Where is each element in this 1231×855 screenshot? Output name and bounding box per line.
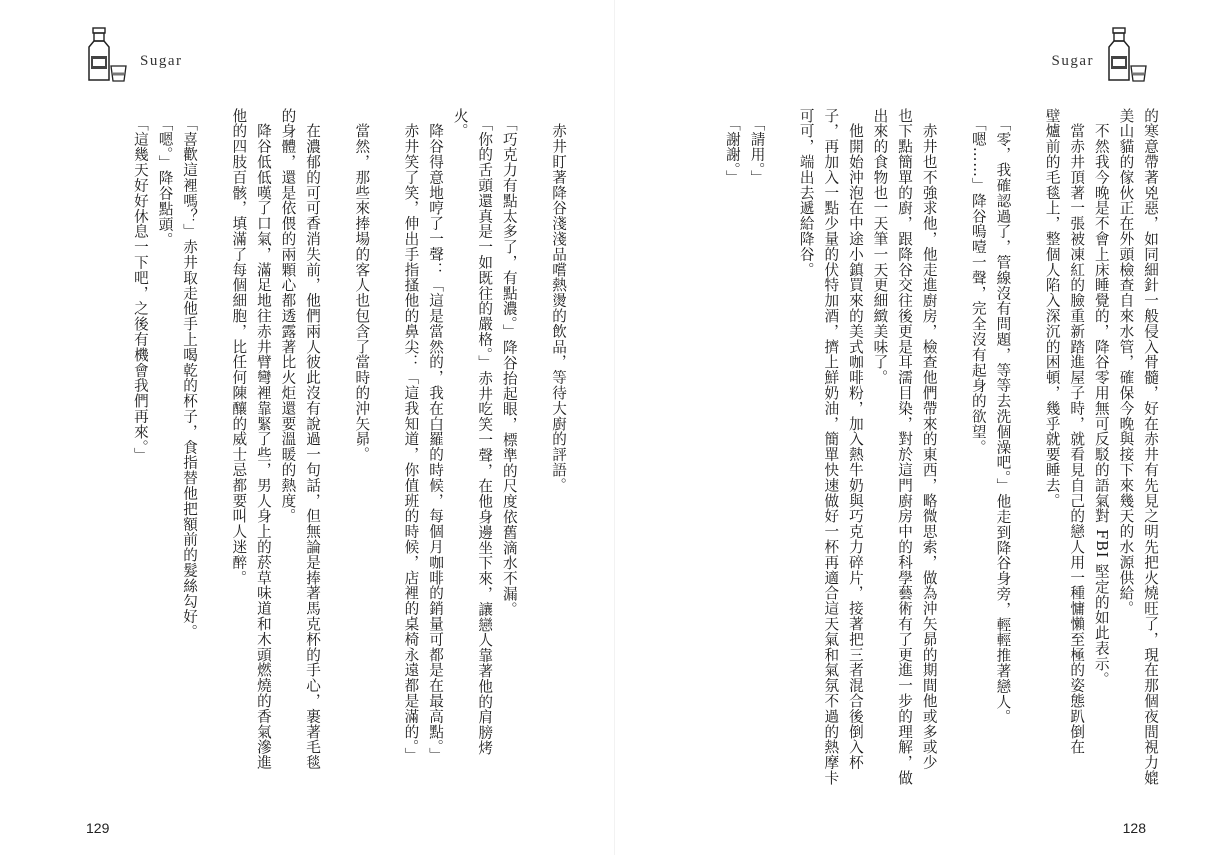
body-text-right — [719, 108, 1162, 788]
text-line: 「嗯。」降谷點頭。 — [156, 108, 174, 248]
text-line: 美山貓的傢伙正在外頭檢查自來水管，確保今晚與接下來幾天的水源供給。 — [1117, 108, 1135, 617]
text-line — [941, 108, 966, 788]
running-header — [1052, 26, 1153, 84]
running-title: Sugar — [140, 52, 183, 69]
right-page — [615, 0, 1230, 855]
text-line — [324, 108, 349, 788]
text-line: 他的四肢百骸，填滿了每個細胞，比任何陳釀的威士忌都要叫人迷醉。 — [230, 108, 248, 586]
text-line: 「請用。」 — [748, 108, 766, 186]
text-line: 火。 — [451, 108, 469, 139]
whisky-bottle-and-glass-icon — [82, 26, 132, 84]
page-number: 128 — [1122, 820, 1146, 836]
text-line: 的身體，還是依偎的兩顆心都透露著比火炬還要溫暖的熱度。 — [279, 108, 297, 524]
text-line: 壁爐前的毛毯上，整個人陷入深沉的困頓，幾乎就要睡去。 — [1043, 108, 1061, 509]
text-line: 的寒意帶著兇惡，如同細針一般侵入骨髓，好在赤井有先見之明先把火燒旺了，現在那個夜間視力媲 — [1142, 108, 1159, 786]
text-line: 赤井盯著降谷淺淺品嚐熱燙的飲品，等待大廚的評語。 — [550, 108, 567, 493]
running-title: Sugar — [1051, 52, 1094, 69]
text-line: 「謝謝。」 — [723, 108, 741, 186]
text-line — [373, 108, 398, 788]
text-line — [521, 108, 546, 788]
text-line: 「嗯……」降谷嗚噎一聲，完全沒有起身的欲望。 — [969, 108, 987, 455]
text-line: 不然我今晚是不會上床睡覺的，降谷零用無可反駁的語氣對 FBI 堅定的如此表示。 — [1092, 108, 1110, 687]
text-line: 降谷低低嘆了口氣，滿足地往赤井臂彎裡靠緊了些，男人身上的菸草味道和木頭燃燒的香氣滲進 — [254, 108, 272, 771]
text-line: 在濃郁的可可香消失前，他們兩人彼此沒有說過一句話，但無論是捧著馬克杯的手心，裹著毛毯 — [304, 108, 322, 771]
text-line: 當赤井頂著一張被凍紅的臉重新踏進屋子時，就看見自己的戀人用一種慵懶至極的姿態趴倒在 — [1068, 108, 1086, 755]
whisky-bottle-and-glass-icon — [1102, 26, 1152, 84]
text-line: 也下點簡單的廚，跟降谷交往後更是耳濡目染，對於這門廚房中的科學藝術有了更進一步的理解，做 — [896, 108, 914, 786]
text-line — [769, 108, 794, 788]
text-line — [201, 108, 226, 788]
text-line: 赤井笑了笑，伸出手指搔他的鼻尖：「這我知道，你值班的時候，店裡的桌椅永遠都是滿的。」 — [402, 108, 420, 763]
text-line: 子，再加入一點少量的伏特加酒，擠上鮮奶油，簡單快速做好一杯再適合這天氣和氣氛不過的熱摩卡 — [822, 108, 840, 786]
text-line: 「喜歡這裡嗎？」赤井取走他手上喝乾的杯子，食指替他把額前的髮絲勾好。 — [181, 108, 199, 640]
text-line: 可可，端出去遞給降谷。 — [797, 108, 815, 278]
running-header — [82, 26, 183, 84]
text-line: 當然，那些來捧場的客人也包含了當時的沖矢昴。 — [353, 108, 371, 463]
left-page — [0, 0, 615, 855]
text-line: 「你的舌頭還真是一如既往的嚴格。」赤井吃笑一聲，在他身邊坐下來，讓戀人靠著他的肩膀烤 — [476, 108, 494, 756]
text-line: 「這幾天好好休息一下吧，之後有機會我們再來。」 — [131, 108, 149, 463]
text-line — [1014, 108, 1039, 788]
text-line: 「巧克力有點太多了，有點濃。」降谷抬起眼，標準的尺度依舊滴水不漏。 — [500, 108, 518, 617]
text-line: 他開始沖泡在中途小鎮買來的美式咖啡粉，加入熱牛奶與巧克力碎片，接著把三者混合後倒入杯 — [846, 108, 864, 771]
text-line: 「零，我確認過了，管線沒有問題，等等去洗個澡吧。」他走到降谷身旁，輕輕推著戀人。 — [994, 108, 1012, 725]
text-line: 出來的食物也一天筆一天更細緻美味了。 — [871, 108, 889, 386]
body-text-left — [127, 108, 570, 788]
text-line: 降谷得意地哼了一聲：「這是當然的，我在白羅的時候，每個月咖啡的銷量可都是在最高點。」 — [427, 108, 445, 763]
text-line: 赤井也不強求他，他走進廚房，檢查他們帶來的東西，略微思索，做為沖矢昴的期間他或多或少 — [920, 108, 938, 771]
page-number: 129 — [86, 820, 110, 836]
